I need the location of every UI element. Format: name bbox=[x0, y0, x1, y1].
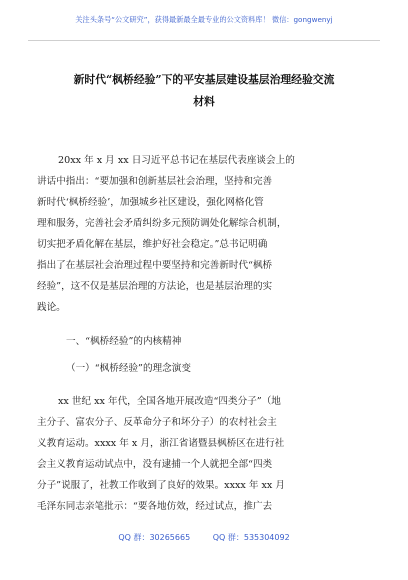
intro-line: 理和服务，完善社会矛盾纠纷多元预防调处化解综合机制， bbox=[37, 218, 287, 229]
history-line: xx 世纪 xx 年代，全国各地开展改造“四类分子”（地 bbox=[58, 396, 281, 407]
document-title-line-2: 材料 bbox=[193, 95, 215, 108]
intro-line: 践论。 bbox=[37, 302, 66, 313]
section-heading-1: 一、“枫桥经验”的内核精神 bbox=[66, 336, 182, 347]
history-line: 会主义教育运动试点中，没有逮捕一个人就把全部“四类 bbox=[37, 459, 273, 470]
header-banner-text: 关注头条号“公文研究”，获得最新最全最专业的公文资料库！ 微信：gongwenyj bbox=[75, 15, 333, 24]
intro-line: 新时代‘枫桥经验’，加强城乡社区建设，强化网格化管 bbox=[37, 197, 264, 208]
intro-line: 切实把矛盾化解在基层，维护好社会稳定。”总书记明确 bbox=[37, 239, 268, 250]
history-line: 毛泽东同志亲笔批示：“要各地仿效，经过试点，推广去 bbox=[37, 501, 273, 512]
header-divider bbox=[28, 40, 380, 41]
intro-line: 指出了在基层社会治理过程中要坚持和完善新时代“枫桥 bbox=[37, 260, 273, 271]
section-heading-2: （一）“枫桥经验”的理念演变 bbox=[66, 363, 191, 374]
footer bbox=[0, 532, 408, 543]
history-line: 义教育运动。xxxx 年 x 月，浙江省诸暨县枫桥区在进行社 bbox=[37, 438, 285, 449]
history-line: 主分子、富农分子、反革命分子和坏分子）的农村社会主 bbox=[37, 417, 277, 428]
intro-line: 经验”，这不仅是基层治理的方法论，也是基层治理的实 bbox=[37, 281, 273, 292]
history-line: 分子”说服了，社教工作收到了良好的效果。xxxx 年 xx 月 bbox=[37, 480, 285, 491]
document-title-line-1: 新时代“枫桥经验”下的平安基层建设基层治理经验交流 bbox=[73, 73, 335, 86]
intro-line: 讲话中指出：“要加强和创新基层社会治理，坚持和完善 bbox=[37, 176, 273, 187]
header-banner bbox=[0, 0, 408, 40]
footer-qq-group-2: QQ 群：535304092 bbox=[212, 533, 290, 542]
footer-qq-group-1: QQ 群：30265665 bbox=[118, 533, 191, 542]
intro-line: 20xx 年 x 月 xx 日习近平总书记在基层代表座谈会上的 bbox=[58, 155, 295, 166]
